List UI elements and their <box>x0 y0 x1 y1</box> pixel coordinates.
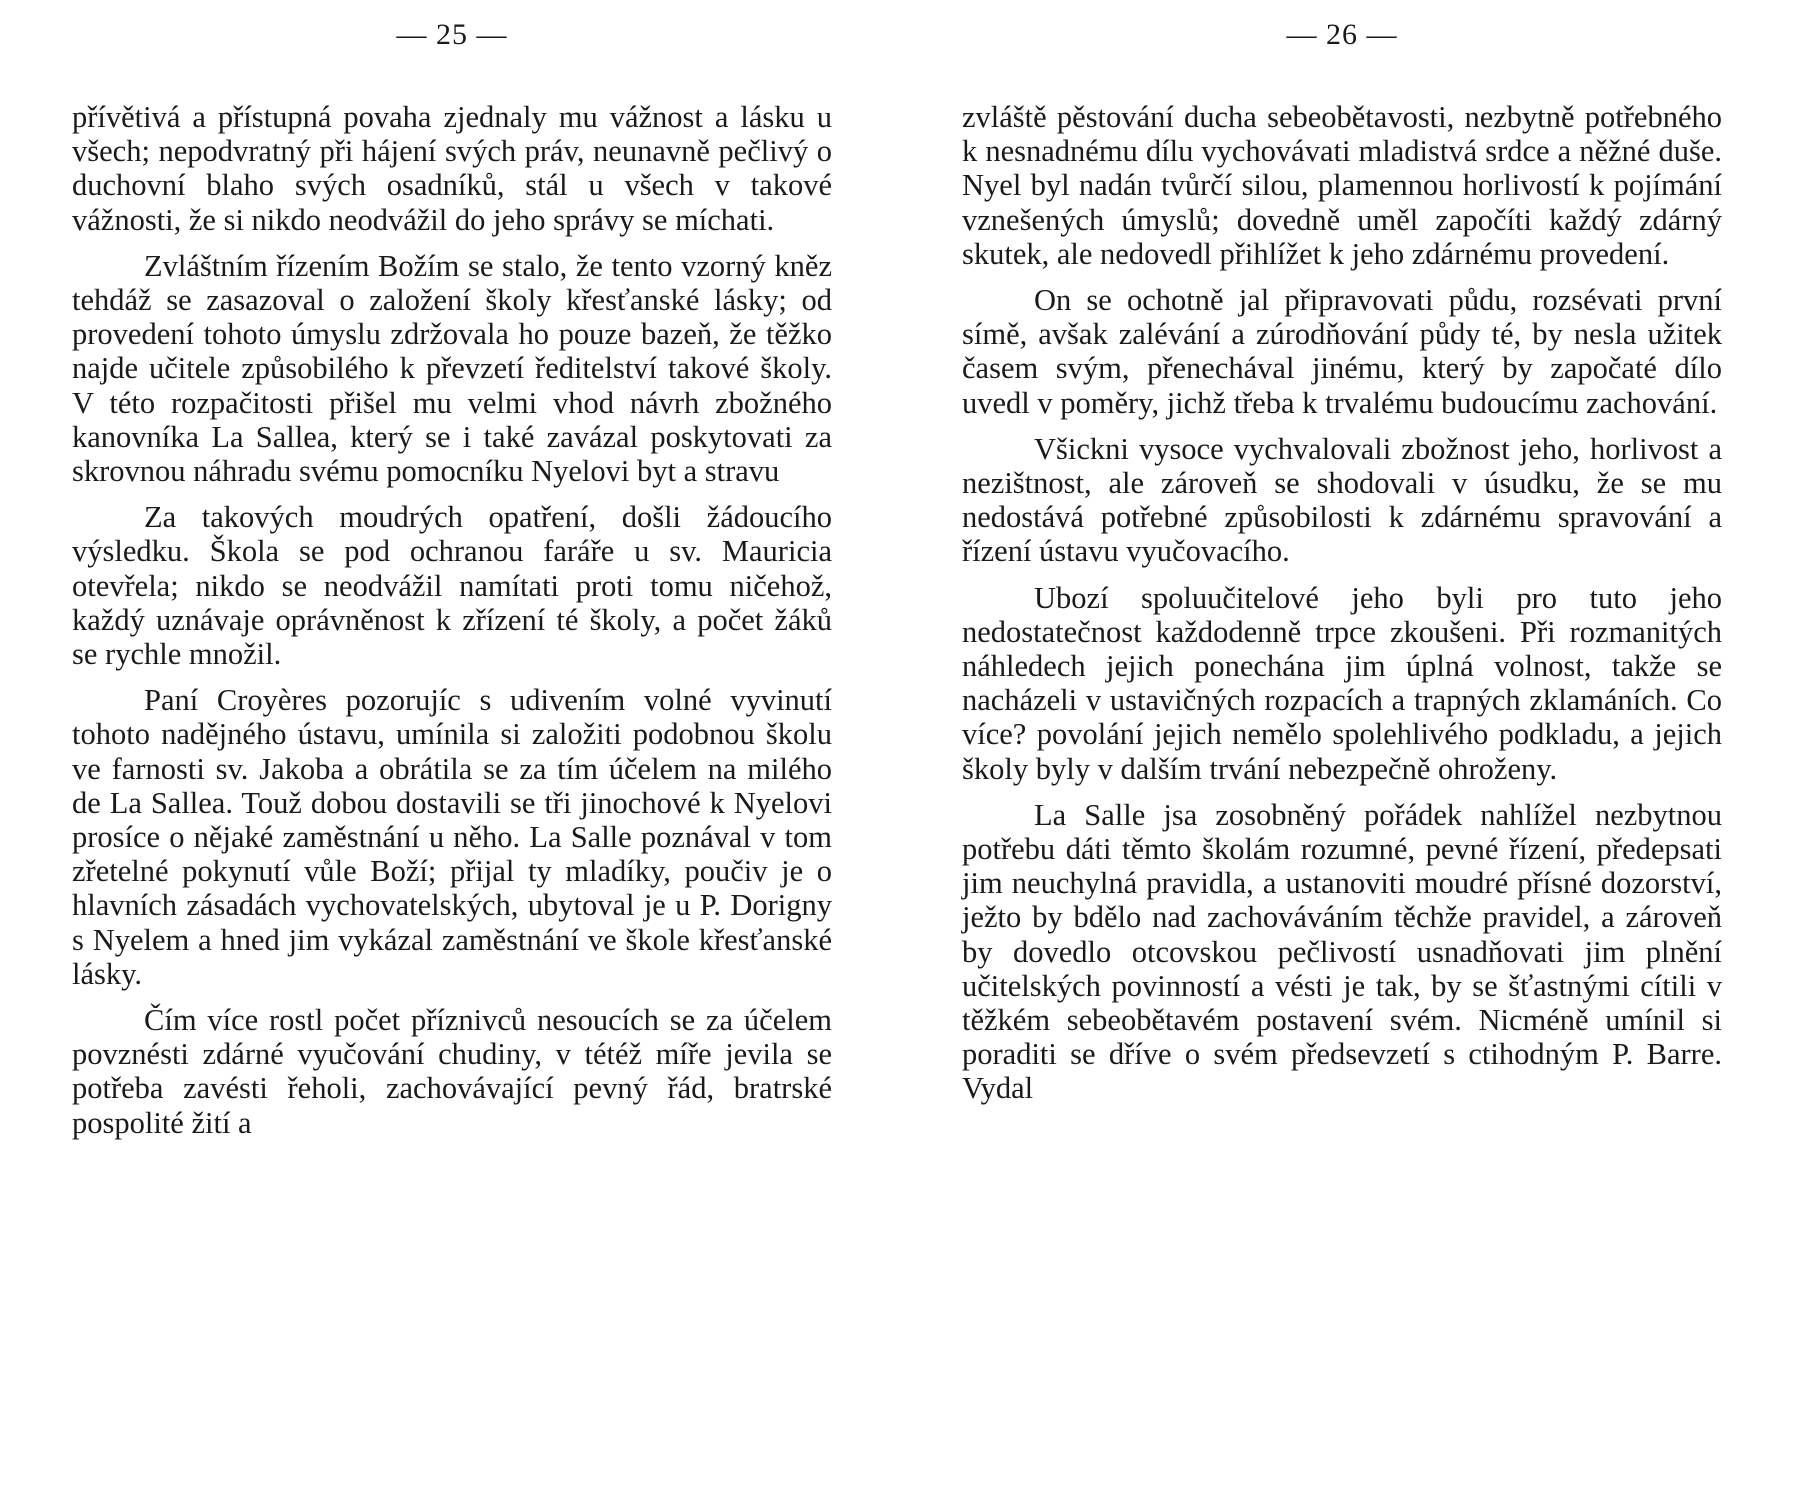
paragraph: Všickni vysoce vychvalovali zbožnost jeho, horlivost a nezištnost, ale zároveň se shodovali v úsudku, že se mu nedostává potřebné způsobilosti k zdárnému spravování a řízení ústavu vyučovacího. <box>962 431 1722 569</box>
right-page <box>962 0 1722 1500</box>
paragraph: Ubozí spoluučitelové jeho byli pro tuto jeho nedostatečnost každodenně trpce zkoušeni. Při rozmanitých náhledech jejich ponechána jim úplná volnost, takže se nacházeli v ustavičných rozpacích a trapných zklamáních. Co více? povolání jejich nemělo spolehlivého podkladu, a jejich školy byly v dalším trvání nebezpečně ohroženy. <box>962 580 1722 786</box>
paragraph: zvláště pěstování ducha sebeobětavosti, nezbytně potřebného k nesnadnému dílu vychovávati mladistvá srdce a něžné duše. Nyel byl nadán tvůrčí silou, plamennou horlivostí k pojímání vznešených úmyslů; dovedně uměl započíti každý zdárný skutek, ale nedovedl přihlížet k jeho zdárnému provedení. <box>962 100 1722 271</box>
paragraph: On se ochotně jal připravovati půdu, rozsévati první símě, avšak zalévání a zúrodňování půdy té, by nesla užitek časem svým, přenechával jinému, který by započaté dílo uvedl v poměry, jichž třeba k trvalému budoucímu zachování. <box>962 283 1722 420</box>
paragraph: Zvláštním řízením Božím se stalo, že tento vzorný kněz tehdáž se zasazoval o založení školy křesťanské lásky; od provedení tohoto úmyslu zdržovala ho pouze bazeň, že těžko najde učitele způsobilého k převzetí ředitelství takové školy. V této rozpačitosti přišel mu velmi vhod návrh zbožného kanovníka La Sallea, který se i také zavázal poskytovati za skrovnou náhradu svému pomocníku Nyelovi byt a stravu <box>72 248 832 489</box>
page-body <box>72 100 832 1152</box>
paragraph: Za takových moudrých opatření, došli žádoucího výsledku. Škola se pod ochranou faráře u sv. Mauricia otevřela; nikdo se neodvážil namítati proti tomu ničehož, každý uznávaje oprávněnost k zřízení té školy, a počet žáků se rychle množil. <box>72 500 832 672</box>
paragraph: Paní Croyères pozorujíc s udivením volné vyvinutí tohoto nadějného ústavu, umínila si založiti podobnou školu ve farnosti sv. Jakoba a obrátila se za tím účelem na milého de La Sallea. Touž dobou dostavili se tři jinochové k Nyelovi prosíce o nějaké zaměstnání u něho. La Salle poznával v tom zřetelné pokynutí vůle Boží; přijal ty mladíky, poučiv je o hlavních zásadách vychovatelských, ubytoval je u P. Dorigny s Nyelem a hned jim vykázal zaměstnání ve škole křesťanské lásky. <box>72 683 832 991</box>
paragraph: přívětivá a přístupná povaha zjednaly mu vážnost a lásku u všech; nepodvratný při hájení svých práv, neunavně pečlivý o duchovní blaho svých osadníků, stál u všech v takové vážnosti, že si nikdo neodvážil do jeho správy se míchati. <box>72 100 832 237</box>
page-number: — 26 — <box>962 18 1722 52</box>
page-number: — 25 — <box>72 18 832 52</box>
paragraph: La Salle jsa zosobněný pořádek nahlížel nezbytnou potřebu dáti těmto školám rozumné, pevné řízení, předepsati jim neuchylná pravidla, a ustanoviti moudré přísné dozorství, ježto by bdělo nad zachováváním těchže pravidel, a zároveň by dovedlo otcovskou pečlivostí usnadňovati jim plnění učitelských povinností a vésti je tak, by se šťastnými cítili v těžkém sebeobětavém postavení svém. Nicméně umínil si poraditi se dříve o svém předsevzetí s ctihodným P. Barre. Vydal <box>962 797 1722 1106</box>
left-page <box>72 0 832 1500</box>
paragraph: Čím více rostl počet příznivců nesoucích se za účelem povznésti zdárné vyučování chudiny, v tétéž míře jevila se potřeba zavésti řeholi, zachovávající pevný řád, bratrské pospolité žití a <box>72 1003 832 1140</box>
page-body <box>962 100 1722 1118</box>
